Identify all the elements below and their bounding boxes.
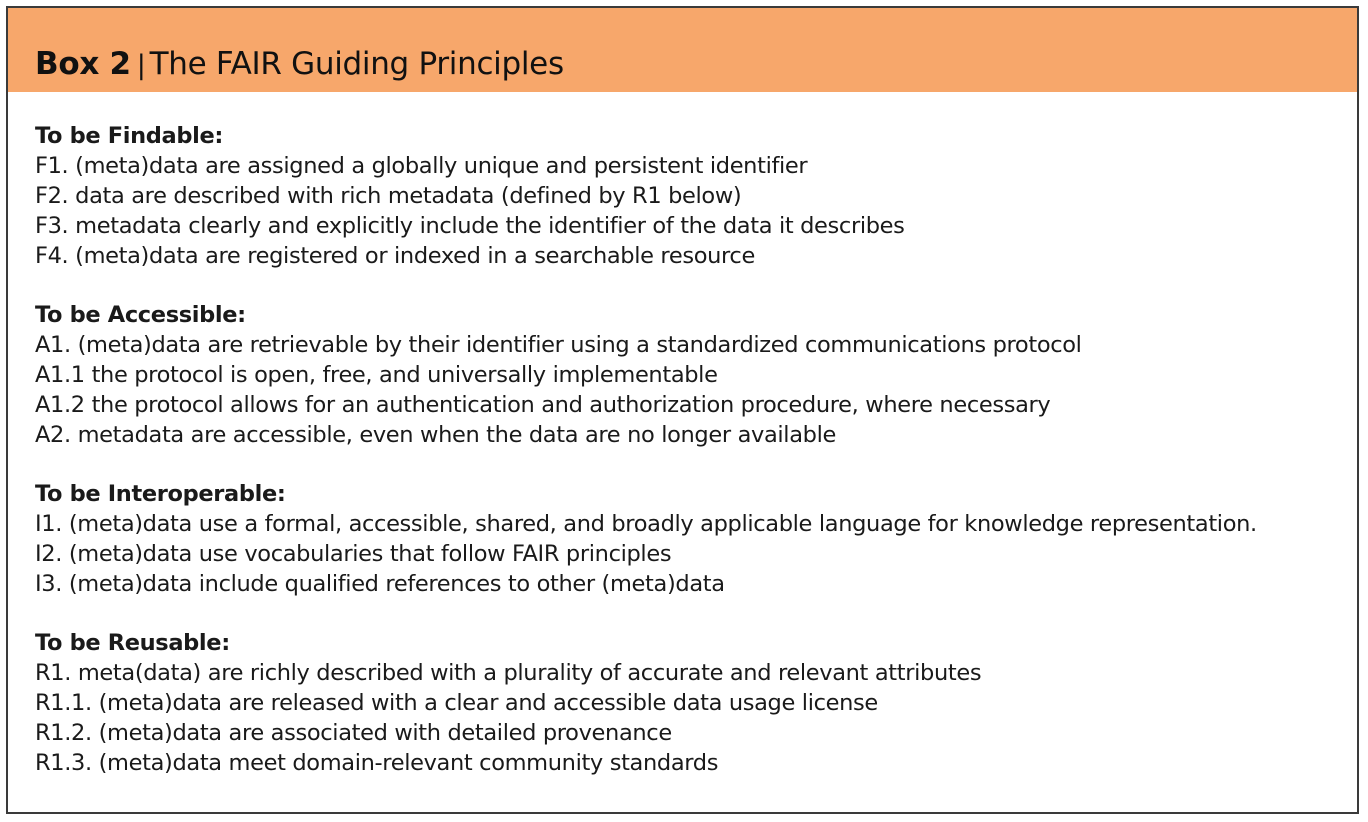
section-heading: To be Reusable: <box>35 630 230 656</box>
title-separator: | <box>136 50 146 81</box>
principle-a1-1: A1.1 the protocol is open, free, and universally implementable <box>35 362 718 388</box>
section-heading: To be Findable: <box>35 123 224 149</box>
principle-a1: A1. (meta)data are retrievable by their identifier using a standardized communications protocol <box>35 332 1082 358</box>
principle-r1-3: R1.3. (meta)data meet domain-relevant community standards <box>35 750 719 776</box>
principle-i3: I3. (meta)data include qualified references to other (meta)data <box>35 571 725 597</box>
principle-i2: I2. (meta)data use vocabularies that follow FAIR principles <box>35 541 672 567</box>
principle-f4: F4. (meta)data are registered or indexed in a searchable resource <box>35 243 755 269</box>
principle-r1-2: R1.2. (meta)data are associated with detailed provenance <box>35 720 672 746</box>
principle-i1: I1. (meta)data use a formal, accessible, shared, and broadly applicable language for knowledge representation. <box>35 511 1257 537</box>
section-accessible <box>35 300 1347 450</box>
section-heading: To be Interoperable: <box>35 481 286 507</box>
section-interoperable <box>35 479 1347 599</box>
principle-r1: R1. meta(data) are richly described with a plurality of accurate and relevant attributes <box>35 660 982 686</box>
principles-content <box>35 121 1347 807</box>
section-heading: To be Accessible: <box>35 302 246 328</box>
box-header <box>8 8 1357 92</box>
box-title <box>35 44 564 86</box>
principle-f2: F2. data are described with rich metadata (defined by R1 below) <box>35 183 742 209</box>
box-title-text: The FAIR Guiding Principles <box>149 46 564 82</box>
section-findable <box>35 121 1347 271</box>
principle-f1: F1. (meta)data are assigned a globally unique and persistent identifier <box>35 153 808 179</box>
principle-a2: A2. metadata are accessible, even when the data are no longer available <box>35 422 836 448</box>
principle-f3: F3. metadata clearly and explicitly include the identifier of the data it describes <box>35 213 905 239</box>
principle-a1-2: A1.2 the protocol allows for an authentication and authorization procedure, where necessary <box>35 392 1051 418</box>
box-number: Box 2 <box>35 46 131 82</box>
section-reusable <box>35 628 1347 778</box>
fair-principles-box <box>6 6 1359 814</box>
principle-r1-1: R1.1. (meta)data are released with a clear and accessible data usage license <box>35 690 878 716</box>
